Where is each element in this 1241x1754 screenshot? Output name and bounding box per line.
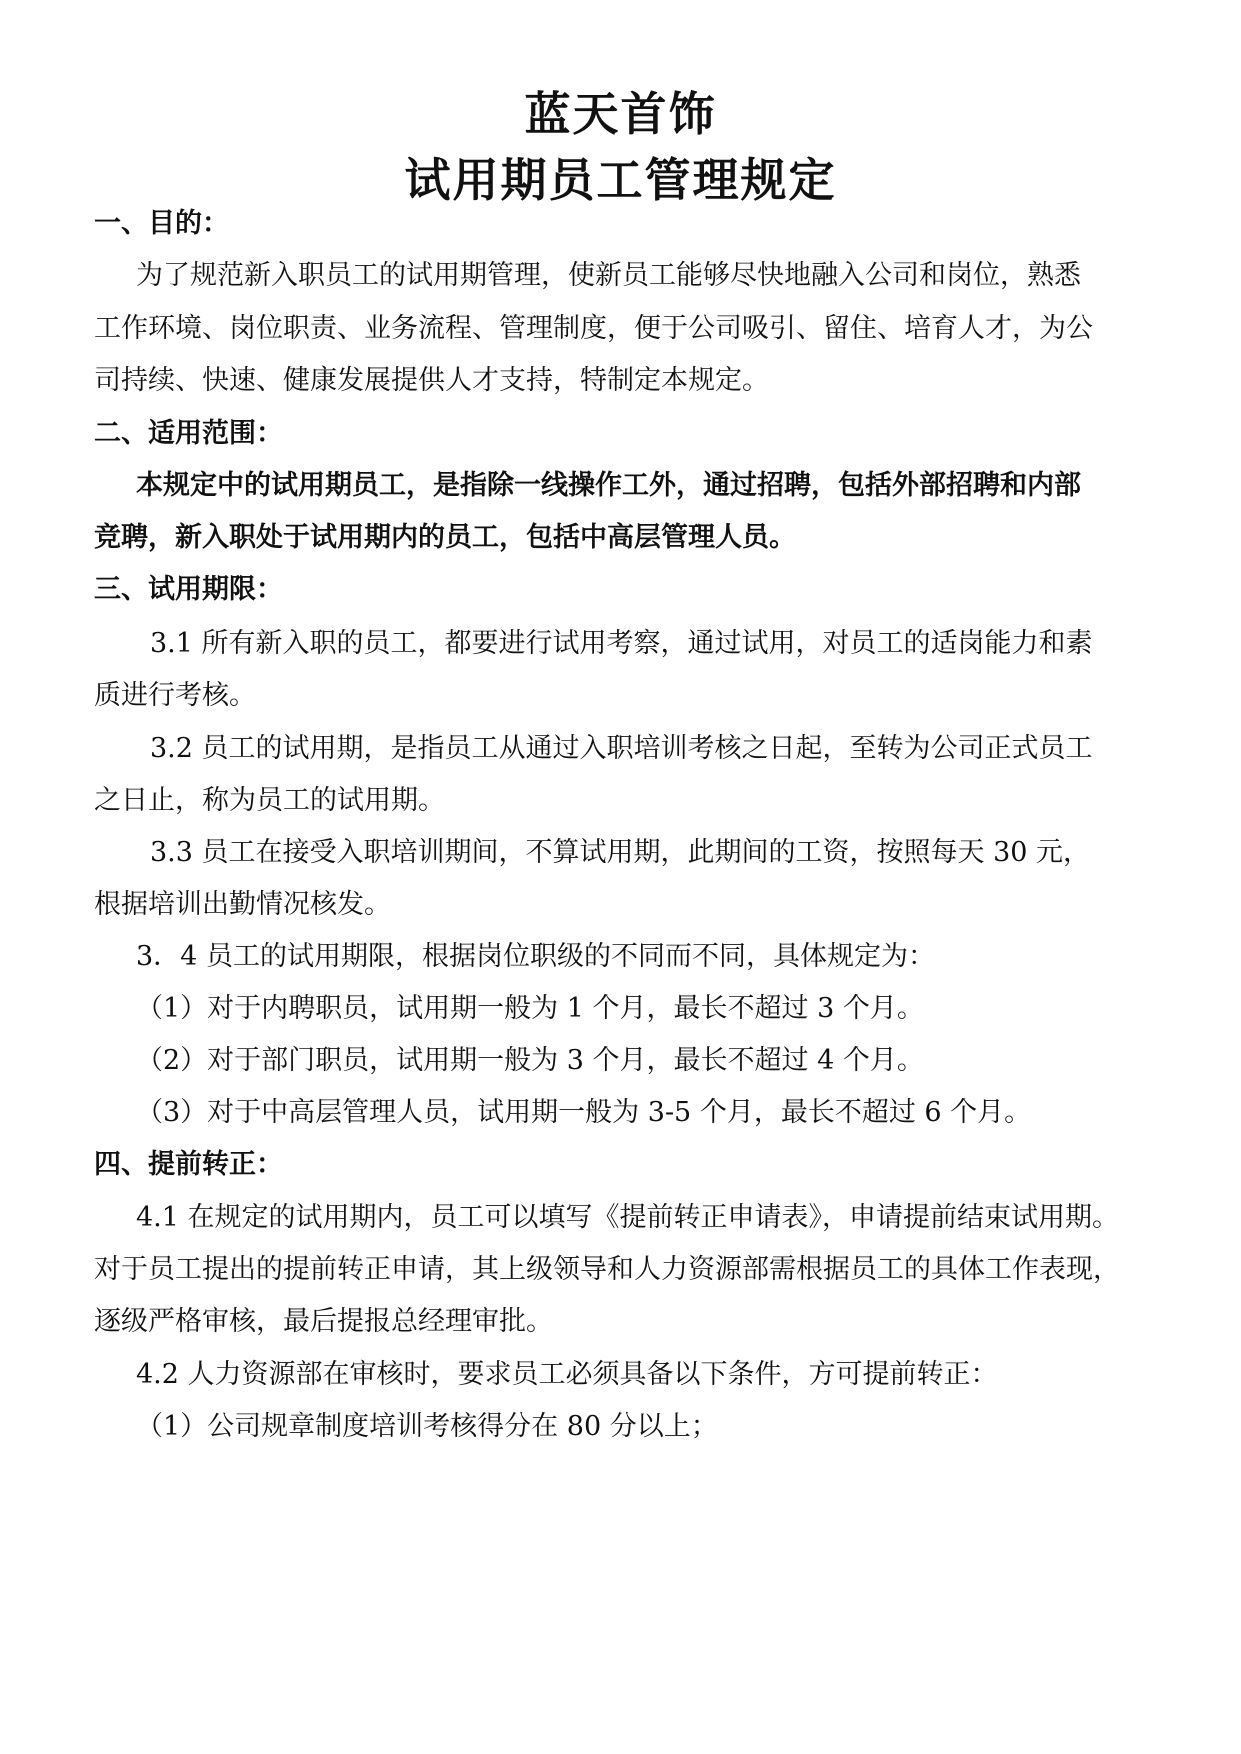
paragraph-line: 4.1 在规定的试用期内，员工可以填写《提前转正申请表》，申请提前结束试用期。 [136, 1202, 1120, 1233]
paragraph-line: 之日止，称为员工的试用期。 [94, 785, 445, 816]
paragraph-line: 根据培训出勤情况核发。 [94, 889, 391, 920]
paragraph-line: 3．4 员工的试用期限，根据岗位职级的不同而不同，具体规定为： [136, 941, 935, 972]
section-heading-early-confirmation: 四、提前转正： [94, 1149, 283, 1180]
list-item: （1）对于内聘职员，试用期一般为 1 个月，最长不超过 3 个月。 [136, 993, 924, 1024]
section-heading-scope: 二、适用范围： [94, 418, 283, 449]
paragraph-line: 司持续、快速、健康发展提供人才支持，特制定本规定。 [94, 365, 769, 396]
paragraph-line: 3.3 员工在接受入职培训期间，不算试用期，此期间的工资，按照每天 30 元， [150, 837, 1091, 868]
paragraph-line: 对于员工提出的提前转正申请，其上级领导和人力资源部需根据员工的具体工作表现， [94, 1254, 1120, 1285]
paragraph-line: 逐级严格审核，最后提报总经理审批。 [94, 1306, 553, 1337]
list-item: （1）公司规章制度培训考核得分在 80 分以上； [136, 1411, 718, 1442]
section-heading-purpose: 一、目的： [94, 208, 229, 239]
paragraph-line: 4.2 人力资源部在审核时，要求员工必须具备以下条件，方可提前转正： [136, 1359, 998, 1390]
paragraph-line: 质进行考核。 [94, 680, 256, 711]
paragraph-line: 3.2 员工的试用期，是指员工从通过入职培训考核之日起，至转为公司正式员工 [150, 733, 1093, 764]
paragraph-line: 3.1 所有新入职的员工，都要进行试用考察，通过试用，对员工的适岗能力和素 [150, 628, 1093, 659]
document-title-main: 试用期员工管理规定 [404, 153, 837, 207]
paragraph-line: 竞聘，新入职处于试用期内的员工，包括中高层管理人员。 [94, 522, 796, 553]
document-title-company: 蓝天首饰 [524, 87, 717, 141]
paragraph-line: 为了规范新入职员工的试用期管理，使新员工能够尽快地融入公司和岗位，熟悉 [136, 260, 1081, 291]
list-item: （2）对于部门职员，试用期一般为 3 个月，最长不超过 4 个月。 [136, 1045, 924, 1076]
section-heading-period: 三、试用期限： [94, 574, 283, 605]
paragraph-line: 本规定中的试用期员工，是指除一线操作工外，通过招聘，包括外部招聘和内部 [136, 470, 1081, 501]
paragraph-line: 工作环境、岗位职责、业务流程、管理制度，便于公司吸引、留住、培育人才，为公 [94, 313, 1093, 344]
list-item: （3）对于中高层管理人员，试用期一般为 3-5 个月，最长不超过 6 个月。 [136, 1097, 1032, 1128]
